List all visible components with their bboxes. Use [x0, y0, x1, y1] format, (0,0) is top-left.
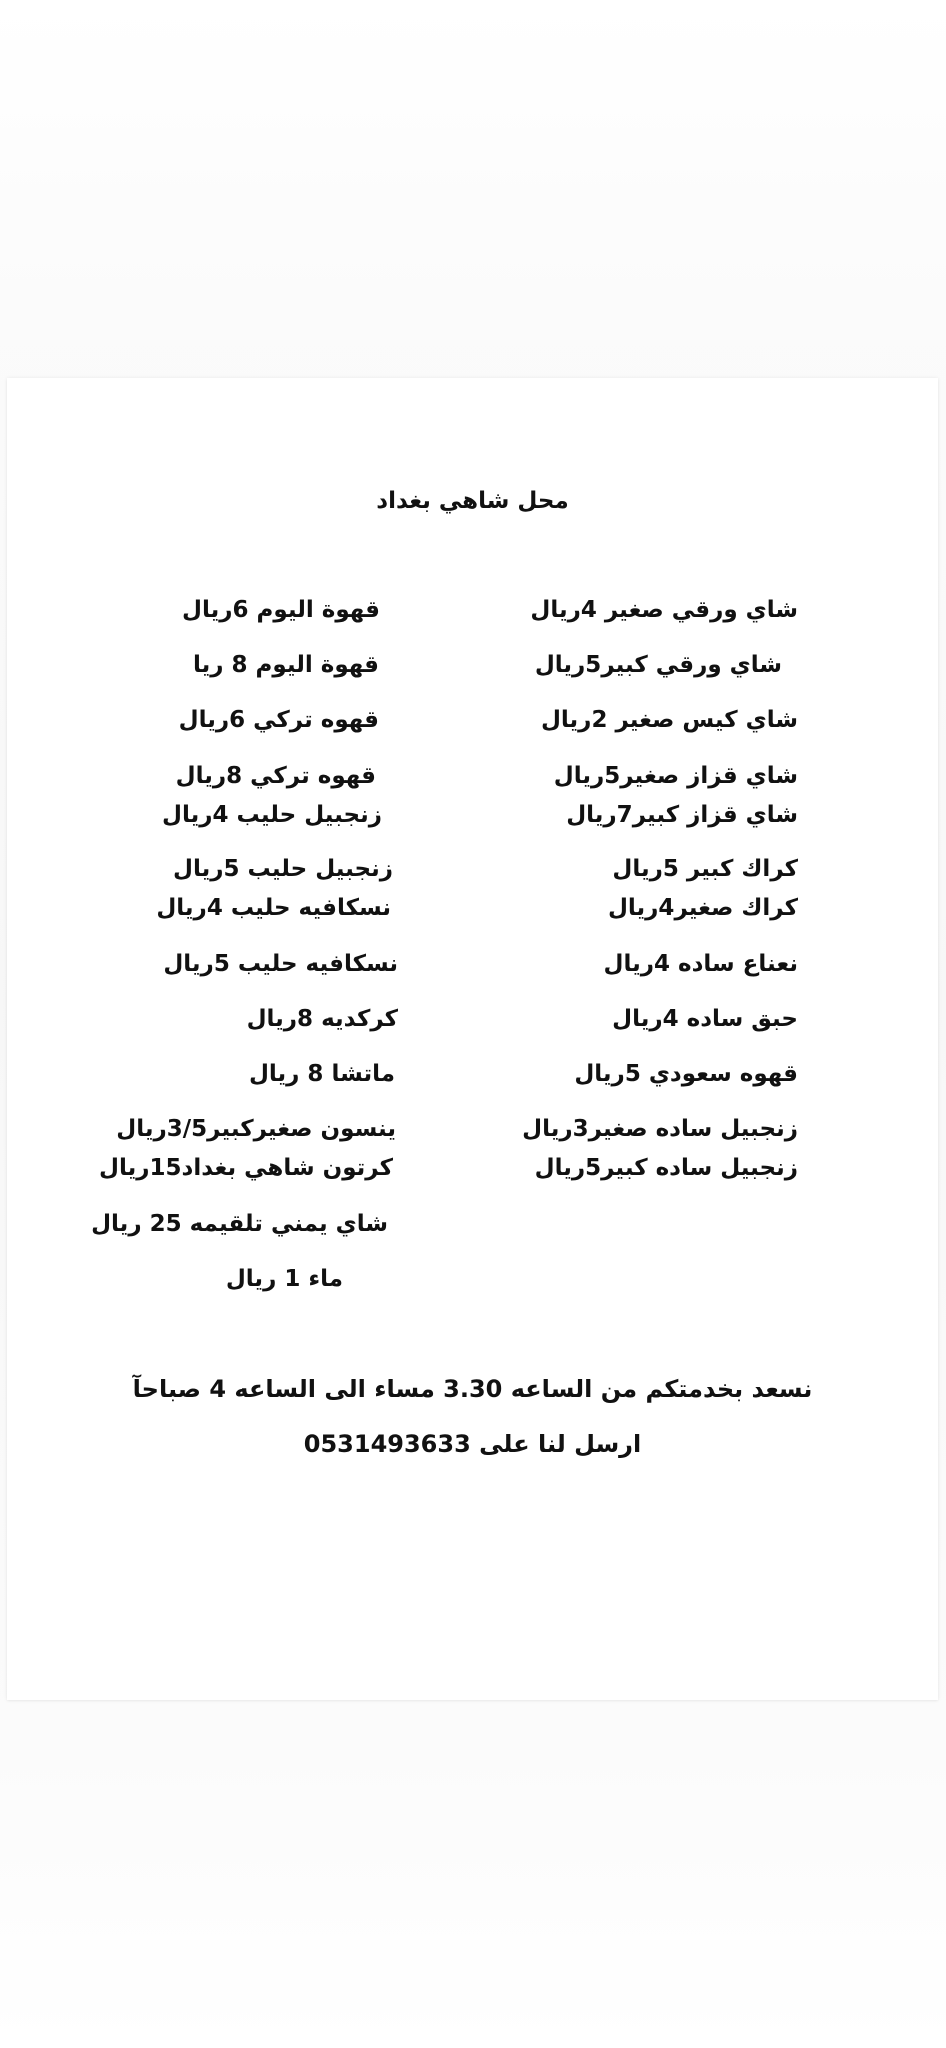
contact-number: ارسل لنا على 0531493633 — [303, 1430, 642, 1458]
menu-item: نسكافيه حليب 4ريال — [156, 895, 391, 921]
menu-item: شاي قزاز صغير5ريال — [553, 763, 798, 789]
menu-item: قهوه سعودي 5ريال — [574, 1061, 798, 1087]
menu-item: شاي يمني تلقيمه 25 ريال — [91, 1211, 388, 1237]
menu-item: ينسون صغيركبير3/5ريال — [116, 1116, 396, 1142]
menu-page — [7, 378, 938, 1700]
menu-item: شاي كيس صغير 2ريال — [540, 707, 798, 733]
menu-item: حبق ساده 4ريال — [612, 1006, 798, 1032]
menu-item: كراك صغير4ريال — [607, 895, 798, 921]
menu-item: كركديه 8ريال — [246, 1006, 398, 1032]
menu-item: شاي قزاز كبير7ريال — [566, 802, 798, 828]
menu-item: قهوه تركي 8ريال — [175, 763, 376, 789]
menu-item: كرتون شاهي بغداد15ريال — [99, 1155, 393, 1181]
menu-item: زنجبيل ساده كبير5ريال — [534, 1155, 798, 1181]
menu-item: قهوه تركي 6ريال — [178, 707, 379, 733]
menu-item: زنجبيل حليب 4ريال — [162, 802, 382, 828]
menu-item: زنجبيل حليب 5ريال — [173, 856, 393, 882]
opening-hours: نسعد بخدمتكم من الساعه 3.30 مساء الى الساعه 4 صباحآ — [132, 1375, 813, 1403]
menu-item: قهوة اليوم 8 ريا — [193, 652, 379, 678]
menu-item: شاي ورقي كبير5ريال — [534, 652, 782, 678]
menu-item: شاي ورقي صغير 4ريال — [530, 597, 798, 623]
menu-item: قهوة اليوم 6ريال — [182, 597, 380, 623]
menu-item: ماء 1 ريال — [225, 1266, 343, 1292]
menu-item: نعناع ساده 4ريال — [603, 951, 798, 977]
menu-item: زنجبيل ساده صغير3ريال — [522, 1116, 798, 1142]
shop-title: محل شاهي بغداد — [376, 488, 569, 514]
menu-item: نسكافيه حليب 5ريال — [163, 951, 398, 977]
menu-item: كراك كبير 5ريال — [612, 856, 798, 882]
menu-item: ماتشا 8 ريال — [248, 1061, 395, 1087]
